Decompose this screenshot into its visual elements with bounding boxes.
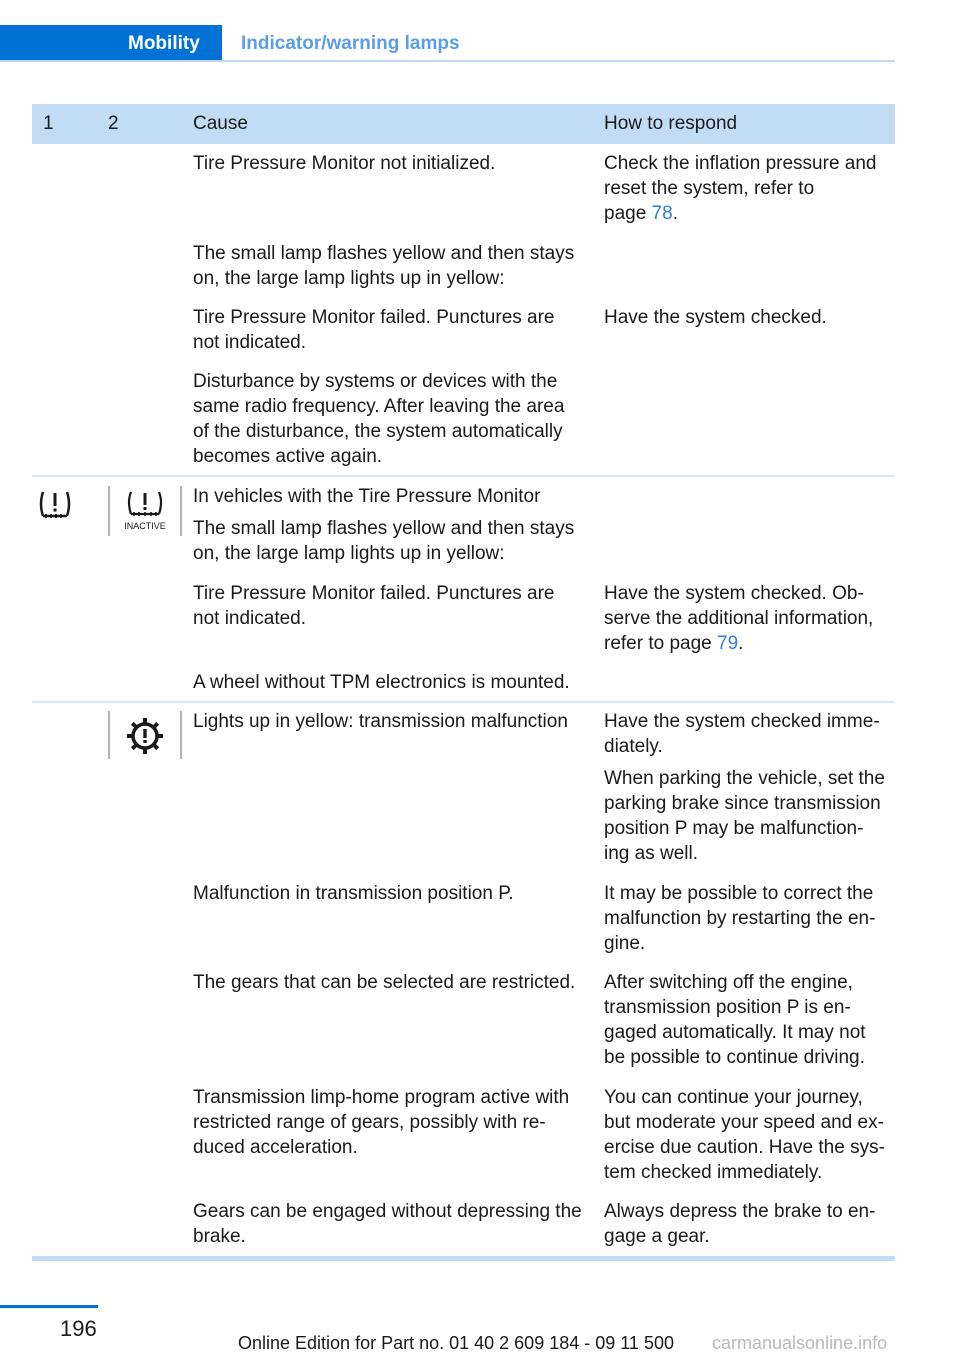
topic-title: Indicator/warning lamps (241, 33, 460, 54)
page-number: 196 (60, 1316, 97, 1341)
header-rule (0, 60, 895, 62)
column-header-2: 2 (108, 113, 119, 134)
cause-cell: Tire Pressure Monitor not initialized. (193, 153, 496, 174)
footer-rule (0, 1305, 98, 1308)
cause-cell: In vehicles with the Tire Pressure Monitor The small lamp flashes yellow and then stays on, the large lamp lights up in yellow: (193, 486, 575, 564)
cause-cell: Disturbance by systems or devices with the same radio frequency. After leaving the area of the disturbance, the system automatically becomes active again. (193, 371, 565, 467)
section-tab (0, 25, 222, 62)
row-divider (32, 475, 895, 477)
cause-cell: The small lamp flashes yellow and then stays on, the large lamp lights up in yellow: (193, 243, 575, 289)
response-cell: Have the system checked. Ob- serve the additional information, refer to page 79. (604, 583, 874, 654)
cause-cell: Transmission limp-home program active with restricted range of gears, possibly with re- duced acceleration. (193, 1087, 570, 1158)
cause-cell: The gears that can be selected are restricted. (193, 972, 576, 993)
table-bottom-rule (32, 1256, 895, 1261)
page-header (0, 25, 895, 62)
response-cell: Have the system checked. (604, 307, 827, 328)
edition-text: Online Edition for Part no. 01 40 2 609 184 - 09 11 500 (238, 1333, 674, 1353)
row-divider (32, 701, 895, 703)
response-cell: Check the inflation pressure and reset the system, refer to page 78. (604, 153, 877, 224)
response-cell: Always depress the brake to en- gage a gear. (604, 1201, 876, 1247)
response-cell: Have the system checked imme- diately. When parking the vehicle, set the parking brake since transmission position P may be malfunction- ing as well. (604, 711, 885, 864)
cause-cell: Tire Pressure Monitor failed. Punctures are not indicated. (193, 307, 555, 353)
section-title: Mobility (128, 33, 200, 54)
cause-cell: A wheel without TPM electronics is mounted. (193, 672, 570, 693)
column-header-cause: Cause (193, 113, 248, 134)
response-cell: After switching off the engine, transmission position P is en- gaged automatically. It may not be possible to continue driving. (604, 972, 866, 1068)
page-link[interactable]: 79 (717, 633, 739, 654)
cause-cell: Tire Pressure Monitor failed. Punctures are not indicated. (193, 583, 555, 629)
cause-cell: Malfunction in transmission position P. (193, 883, 514, 904)
column-header-response: How to respond (604, 113, 738, 134)
tpm-inactive-icon (108, 484, 182, 538)
tire-pressure-warning-icon (38, 488, 72, 520)
inactive-label: INACTIVE (124, 521, 166, 531)
cause-cell: Lights up in yellow: transmission malfunction (193, 711, 568, 732)
response-cell: It may be possible to correct the malfunction by restarting the en- gine. (604, 883, 876, 954)
response-cell: You can continue your journey, but moderate your speed and ex- ercise due caution. Have the sys- tem checked immediately. (604, 1087, 885, 1183)
transmission-malfunction-icon (108, 709, 182, 761)
cause-cell: Gears can be engaged without depressing the brake. (193, 1201, 582, 1247)
column-header-1: 1 (43, 113, 54, 134)
page-link[interactable]: 78 (651, 203, 673, 224)
table-header-row (32, 104, 895, 144)
watermark: carmanualsonline.info (712, 1333, 888, 1353)
